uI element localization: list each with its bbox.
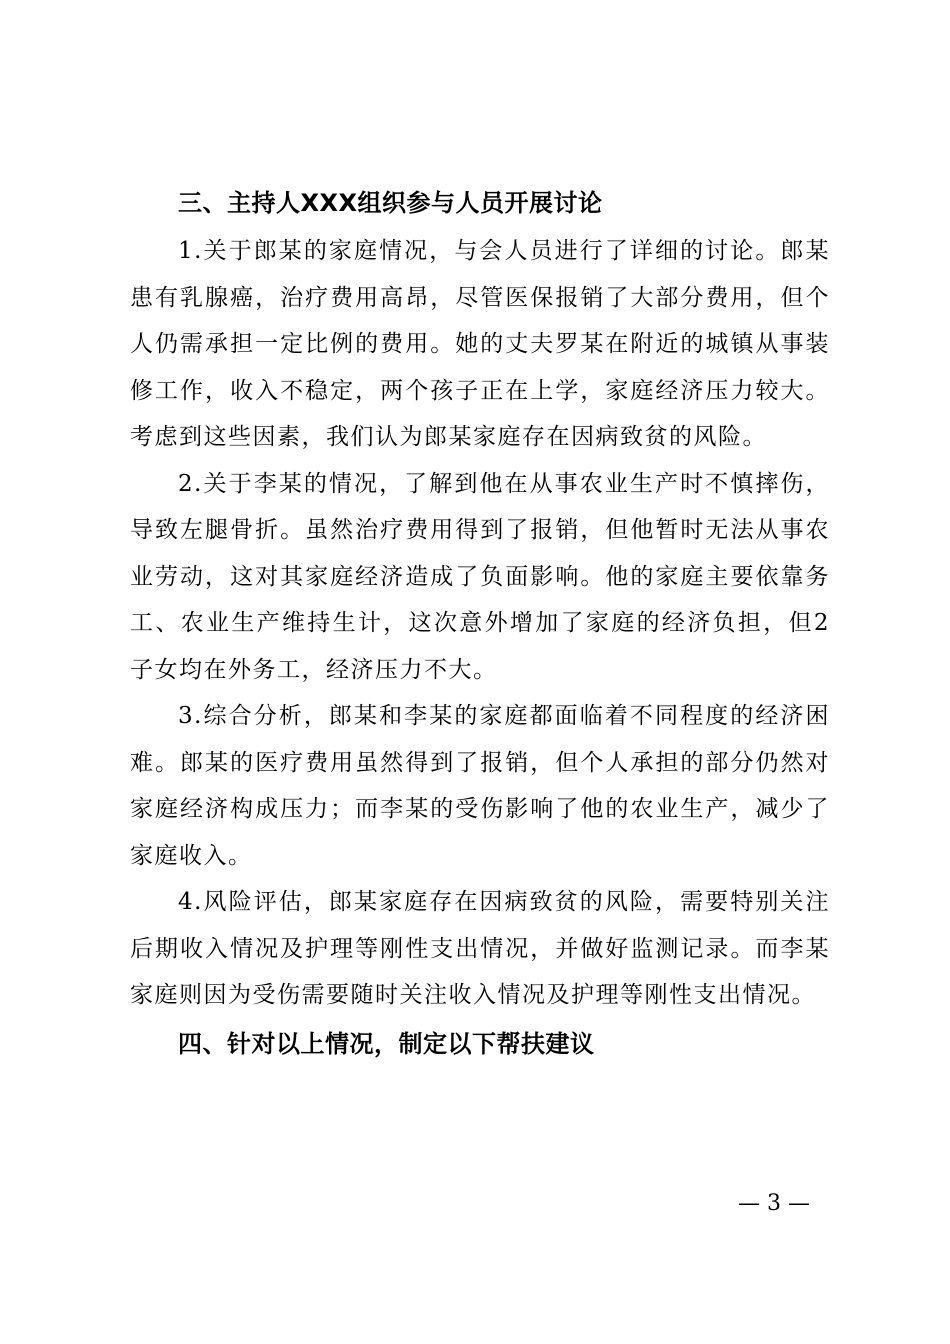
paragraph-3: 3.综合分析，郎某和李某的家庭都面临着不同程度的经济困难。郎某的医疗费用虽然得到了报销，但个人承担的部分仍然对家庭经济构成压力；而李某的受伤影响了他的农业生产，减少了家庭收入。: [130, 703, 830, 869]
section-4-heading: 四、针对以上情况，制定以下帮扶建议: [178, 1029, 595, 1058]
document-body: [130, 178, 830, 1069]
paragraph-4: 4.风险评估，郎某家庭存在因病致贫的风险，需要特别关注后期收入情况及护理等刚性支出情况，并做好监测记录。而李某家庭则因为受伤需要随时关注收入情况及护理等刚性支出情况。: [130, 889, 830, 1008]
paragraph-1: 1.关于郎某的家庭情况，与会人员进行了详细的讨论。郎某患有乳腺癌，治疗费用高昂，尽管医保报销了大部分费用，但个人仍需承担一定比例的费用。她的丈夫罗某在附近的城镇从事装修工作，收入不稳定，两个孩子正在上学，家庭经济压力较大。考虑到这些因素，我们认为郎某家庭存在因病致贫的风险。: [130, 238, 830, 450]
page-number: — 3 —: [738, 1191, 810, 1216]
paragraph-2: 2.关于李某的情况，了解到他在从事农业生产时不慎摔伤，导致左腿骨折。虽然治疗费用得到了报销，但他暂时无法从事农业劳动，这对其家庭经济造成了负面影响。他的家庭主要依靠务工、农业生产维持生计，这次意外增加了家庭的经济负担，但2子女均在外务工，经济压力不大。: [130, 470, 830, 683]
section-3-heading: 三、主持人XXX组织参与人员开展讨论: [178, 189, 603, 217]
